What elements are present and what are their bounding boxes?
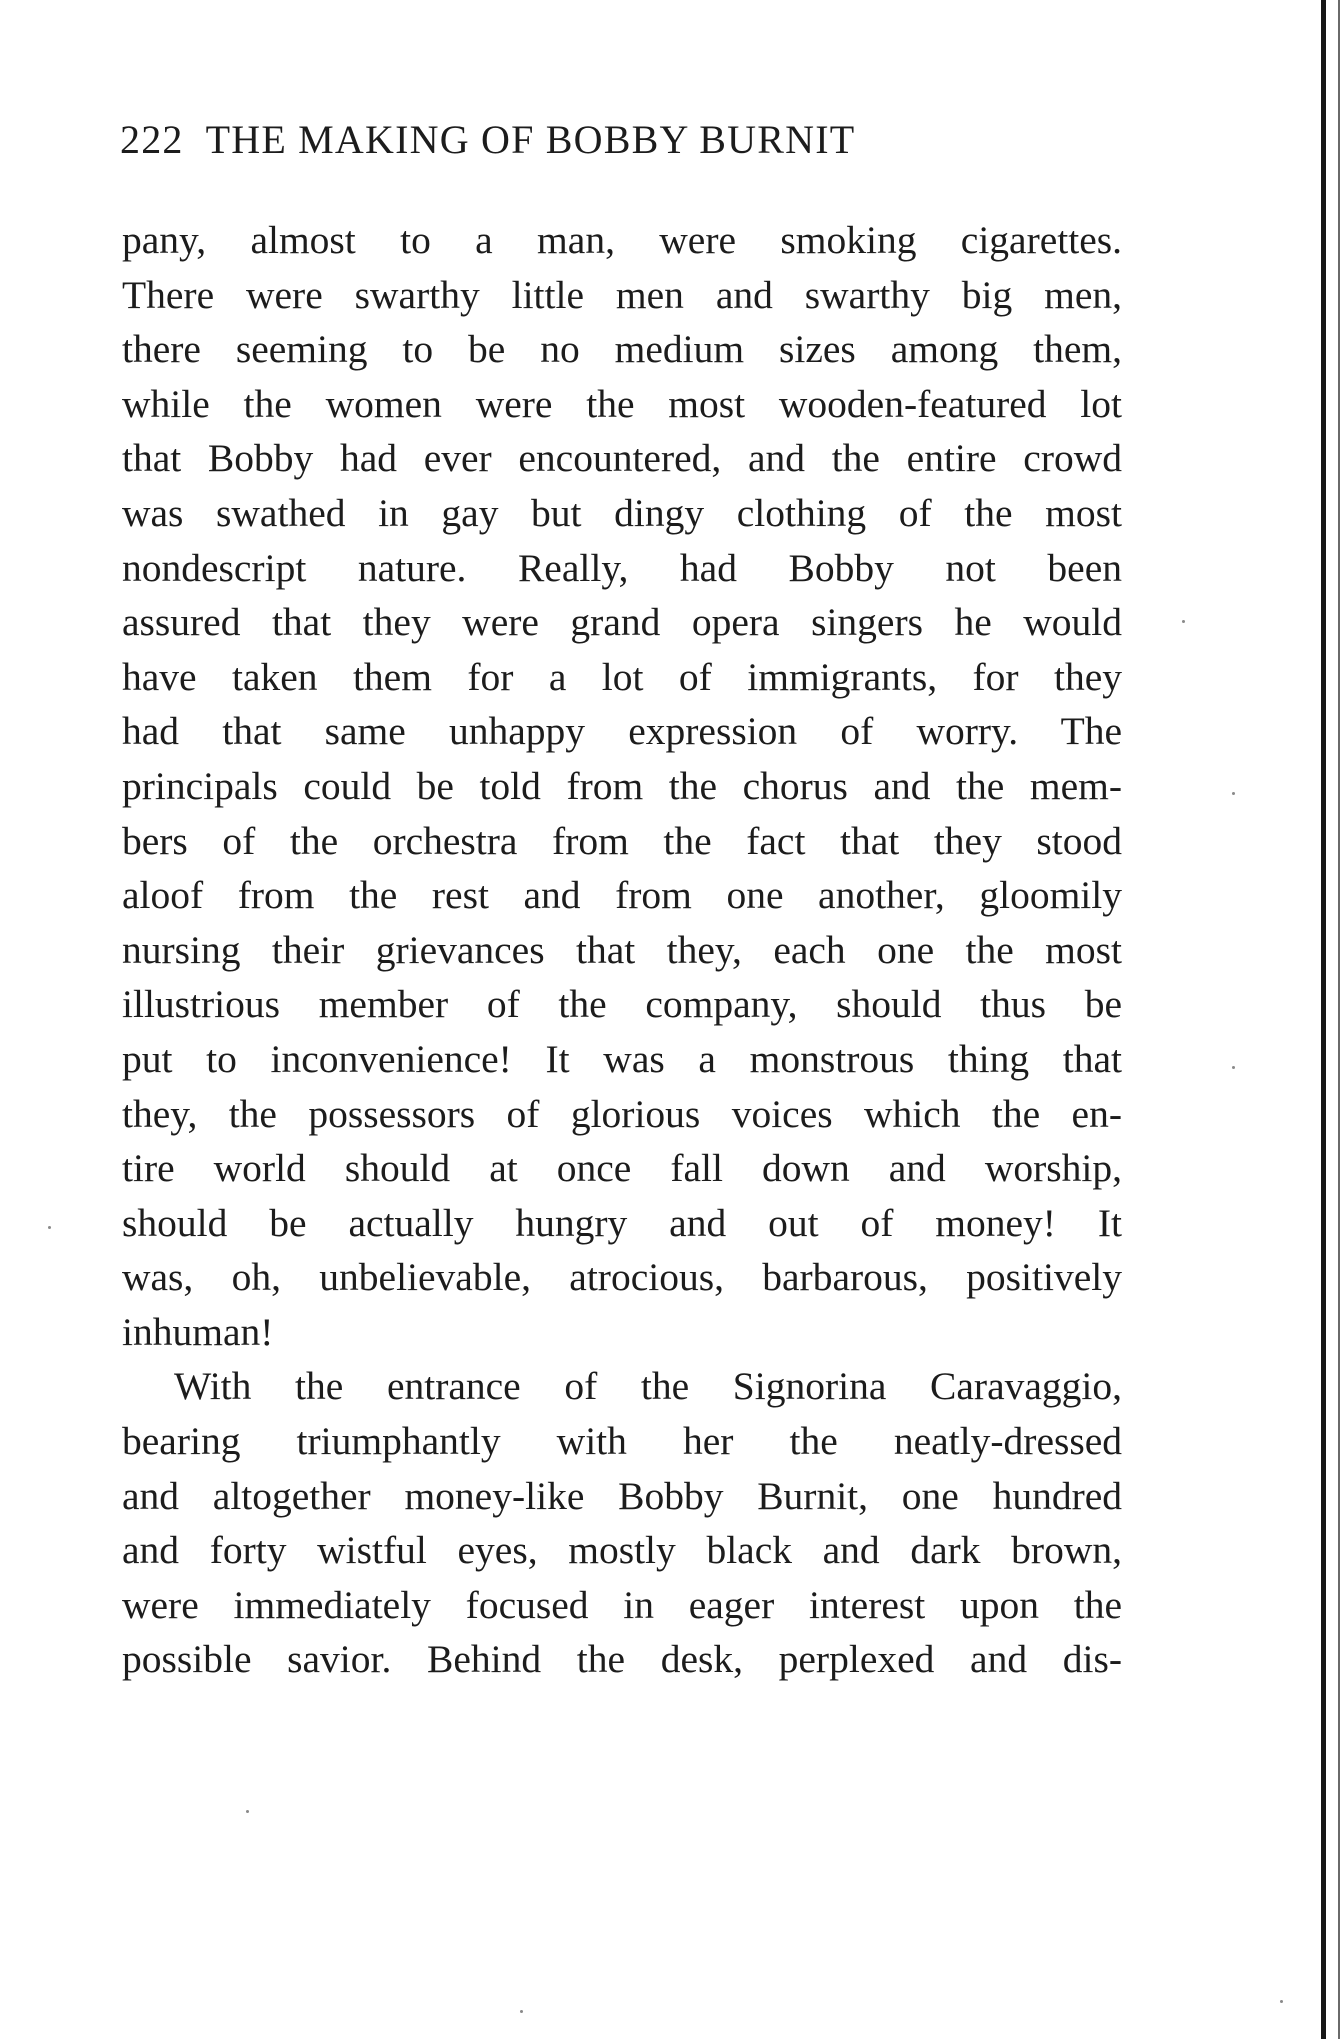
text-line: were immediately focused in eager interest upon the	[122, 1582, 1122, 1627]
text-line: assured that they were grand opera singers he would	[122, 600, 1122, 645]
text-line: that Bobby had ever encountered, and the entire crowd	[122, 436, 1122, 481]
paper-speck	[1232, 792, 1235, 795]
text-line: bearing triumphantly with her the neatly-dressed	[122, 1419, 1122, 1464]
text-line: bers of the orchestra from the fact that they stood	[122, 818, 1122, 863]
text-line: had that same unhappy expression of worry. The	[122, 709, 1122, 754]
text-line: was swathed in gay but dingy clothing of the most	[122, 490, 1122, 535]
paper-speck	[520, 2010, 523, 2013]
text-line: nondescript nature. Really, had Bobby not been	[122, 545, 1122, 590]
paper-speck	[48, 1226, 51, 1229]
text-line: nursing their grievances that they, each one the most	[122, 927, 1122, 972]
text-line: was, oh, unbelievable, atrocious, barbarous, positively	[122, 1255, 1122, 1300]
text-line: have taken them for a lot of immigrants, for they	[122, 654, 1122, 699]
running-head	[120, 116, 855, 163]
text-line: they, the possessors of glorious voices which the en-	[122, 1091, 1122, 1136]
text-line: put to inconvenience! It was a monstrous thing that	[122, 1036, 1122, 1081]
body-text	[122, 213, 1122, 1687]
text-line: and forty wistful eyes, mostly black and dark brown,	[122, 1528, 1122, 1573]
paper-speck	[246, 1810, 249, 1813]
text-line: there seeming to be no medium sizes among them,	[122, 327, 1122, 372]
paragraph-first-line: With the entrance of the Signorina Caravaggio,	[174, 1364, 1122, 1409]
paper-speck	[1280, 2000, 1283, 2003]
text-line: illustrious member of the company, should thus be	[122, 982, 1122, 1027]
text-line: aloof from the rest and from one another, gloomily	[122, 873, 1122, 918]
text-line: possible savior. Behind the desk, perplexed and dis-	[122, 1637, 1122, 1682]
text-line: and altogether money-like Bobby Burnit, one hundred	[122, 1473, 1122, 1518]
paragraph-end-line: inhuman!	[122, 1309, 274, 1354]
paper-speck	[1182, 620, 1185, 623]
page-edge-shadow	[1321, 0, 1326, 2039]
text-line: There were swarthy little men and swarthy big men,	[122, 272, 1122, 317]
text-line: pany, almost to a man, were smoking cigarettes.	[122, 218, 1122, 262]
running-head-title: THE MAKING OF BOBBY BURNIT	[205, 117, 856, 162]
text-line: principals could be told from the chorus and the mem-	[122, 763, 1122, 808]
text-line: while the women were the most wooden-featured lot	[122, 381, 1122, 426]
paper-speck	[1232, 1066, 1235, 1069]
text-line: tire world should at once fall down and worship,	[122, 1146, 1122, 1191]
page-number: 222	[120, 117, 184, 162]
text-line: should be actually hungry and out of money! It	[122, 1200, 1122, 1245]
